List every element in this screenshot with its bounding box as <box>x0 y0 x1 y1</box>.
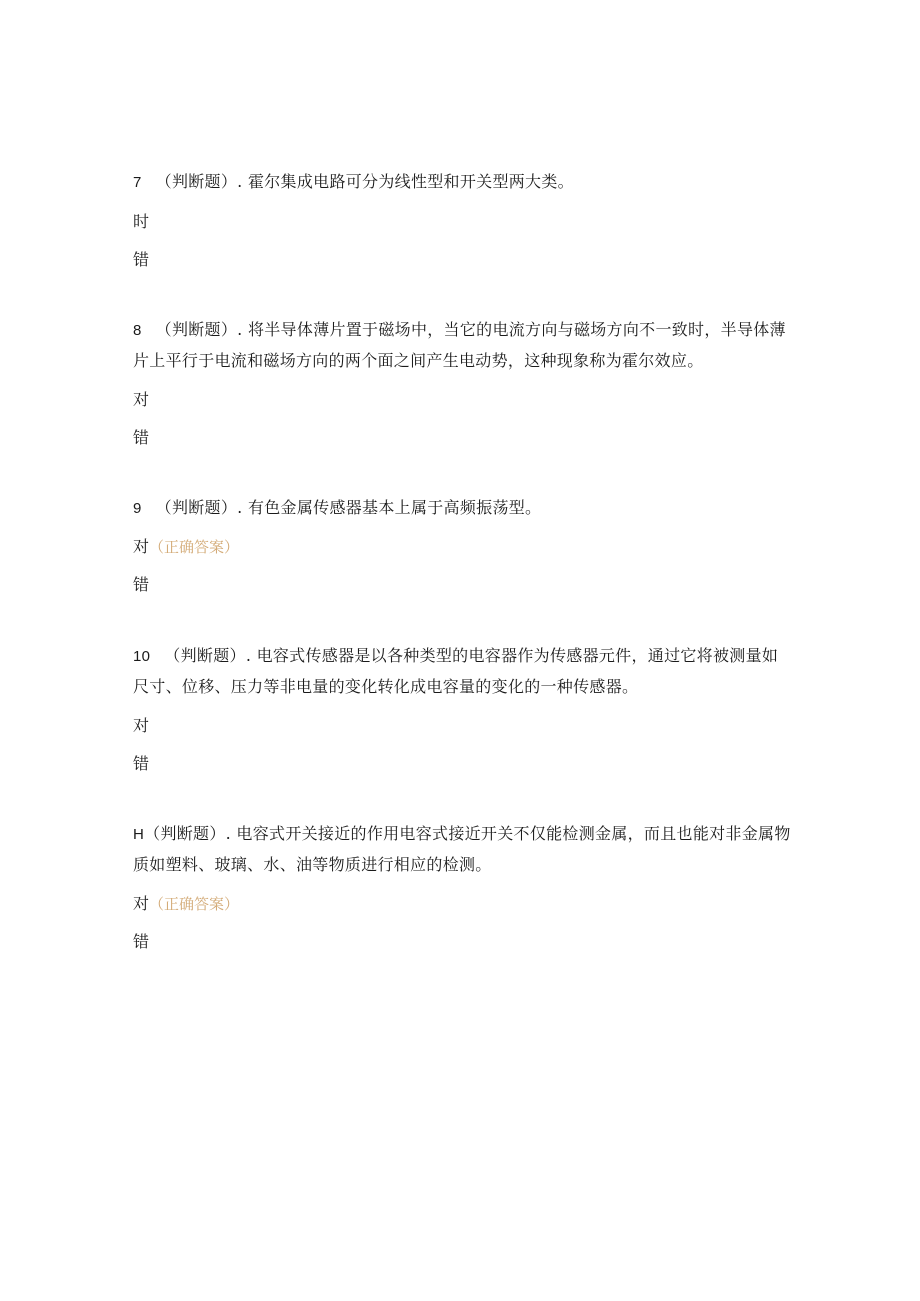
option-false[interactable]: 错 <box>133 932 150 951</box>
question-type: （判断题） <box>155 172 238 191</box>
option-true[interactable]: 对（正确答案） <box>133 894 240 913</box>
question-text: . 电容式传感器是以各种类型的电容器作为传感器元件，通过它将被测量如尺寸、位移、压力等非电量的变化转化成电容量的变化的一种传感器。 <box>133 646 779 696</box>
question-text: . 将半导体薄片置于磁场中，当它的电流方向与磁场方向不一致时，半导体薄片上平行于电流和磁场方向的两个面之间产生电动势，这种现象称为霍尔效应。 <box>133 320 786 370</box>
question-stem <box>133 167 793 198</box>
question-stem <box>133 819 793 880</box>
question-number: 9 <box>133 500 142 517</box>
option-true[interactable]: 时 <box>133 212 150 231</box>
question-8 <box>133 315 793 447</box>
option-true[interactable]: 对（正确答案） <box>133 537 240 556</box>
correct-answer-note: （正确答案） <box>149 538 240 556</box>
question-h <box>133 819 793 951</box>
question-number: H <box>133 826 145 843</box>
question-type: （判断题） <box>155 320 238 339</box>
option-false[interactable]: 错 <box>133 575 150 594</box>
question-number: 8 <box>133 322 142 339</box>
question-type: （判断题） <box>144 824 226 843</box>
option-false[interactable]: 错 <box>133 754 150 773</box>
question-type: （判断题） <box>164 646 246 665</box>
option-true[interactable]: 对 <box>133 716 150 735</box>
question-text: . 电容式开关接近的作用电容式接近开关不仅能检测金属，而且也能对非金属物质如塑料、玻璃、水、油等物质进行相应的检测。 <box>133 824 791 874</box>
question-stem <box>133 641 793 702</box>
question-text: . 霍尔集成电路可分为线性型和开关型两大类。 <box>237 172 574 191</box>
question-text: . 有色金属传感器基本上属于高频振荡型。 <box>237 498 542 517</box>
question-7 <box>133 167 793 269</box>
question-number: 7 <box>133 174 142 191</box>
option-false[interactable]: 错 <box>133 428 150 447</box>
question-number: 10 <box>133 648 151 665</box>
question-10 <box>133 641 793 773</box>
question-stem <box>133 315 793 376</box>
correct-answer-note: （正确答案） <box>149 895 240 913</box>
option-true[interactable]: 对 <box>133 390 150 409</box>
question-type: （判断题） <box>155 498 238 517</box>
question-9 <box>133 493 793 594</box>
option-false[interactable]: 错 <box>133 250 150 269</box>
question-stem <box>133 493 793 524</box>
